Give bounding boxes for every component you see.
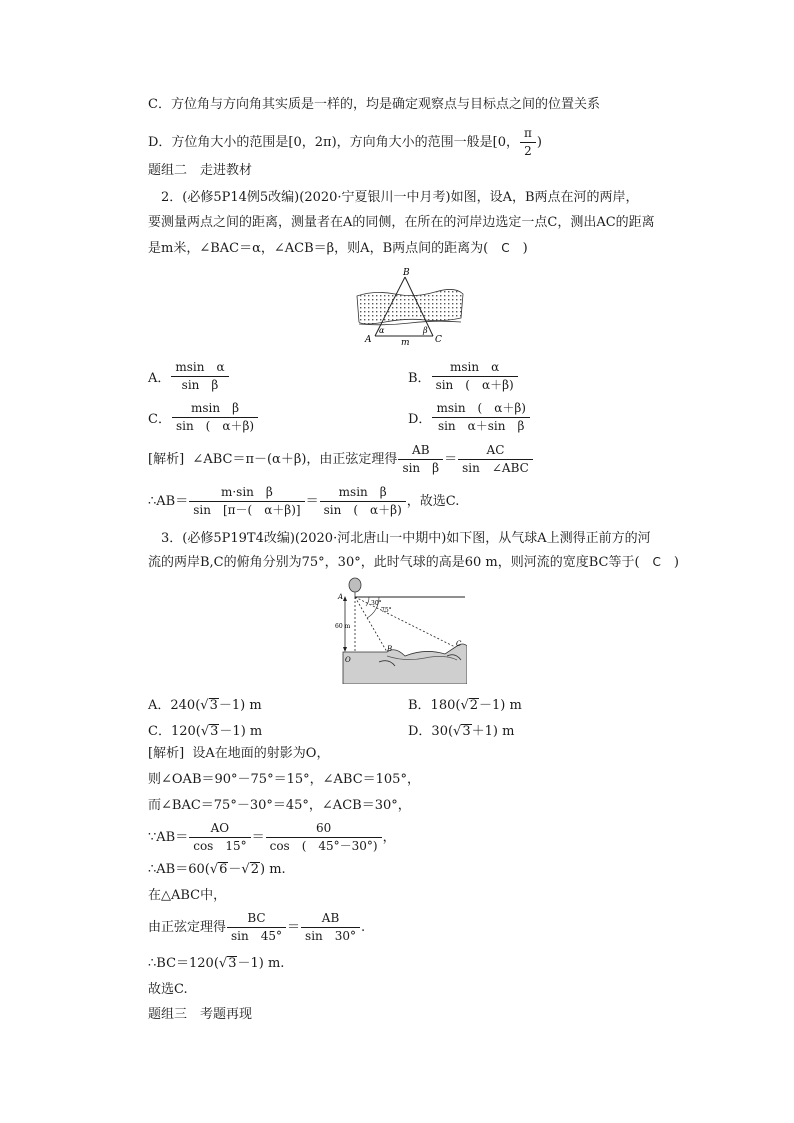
frac-den: sin β [181,378,219,392]
q2-line1: 2．(必修5P14例5改编)(2020·宁夏银川一中月考)如图，设A，B两点在河的两岸， [161,190,639,205]
q3-solution-line2: 则∠OAB＝90°－75°＝15°，∠ABC＝105°， [148,772,420,787]
label-75: 75° [381,607,392,614]
frac-den: sin ( α＋β) [323,503,402,517]
solution-text: ∵AB＝ [148,830,189,845]
option-rest: －1) m [218,698,262,713]
radicand: 6 [219,862,228,877]
frac-num: msin α [432,360,518,377]
q3-solution-line5: ∴AB＝60(√6－√2) m. [148,862,286,877]
pi-over-2 [520,126,536,159]
frac-num: AO [189,821,250,838]
balloon-icon [349,578,361,592]
option-label: B． [408,371,431,386]
fraction-2 [320,485,406,518]
label-height: 60 m [335,623,351,630]
q3-solution-line1 [148,745,329,763]
radicand: 3 [462,724,471,739]
q2-line2: 要测量两点之间的距离，测量者在A的同侧，在所在的河岸边选定一点C，测出AC的距离 [148,215,655,230]
solution-text: ∠ABC＝π－(α＋β)，由正弦定理得 [192,452,398,467]
label-b: B [403,268,410,278]
q1-option-d [148,126,542,159]
solution-text: 设A在地面的射影为O， [192,746,330,761]
q3-solution-line4: ∵AB＝ $\frac{AO}{\cos 15^\circ}$ ＝ $\frac{60}{\cos ( 45^\circ-30^\circ)}$ ， [148,821,396,853]
q2-line3 [148,239,528,258]
frac-den: sin α＋sin β [437,419,525,433]
option-fraction [172,401,258,434]
option-label: A． [148,371,171,386]
solution-comma: ， [382,830,396,845]
q2-stem-end: 是m米，∠BAC＝α，∠ACB＝β，则A，B两点间的距离为( [148,241,502,256]
frac-den: sin ( α＋β) [435,378,514,392]
frac-num: msin ( α＋β) [432,401,530,418]
label-alpha: α [379,326,385,335]
radicand: 2 [250,862,259,877]
q2-option-a [148,360,230,393]
option-label: B．180( [408,698,461,713]
frac-num: BC [227,911,286,928]
option-label: C． [148,412,171,427]
ground-area [343,644,467,684]
q3-option-a: A．240(√3－1) m [148,698,262,713]
q2-solution-line1 [148,443,534,476]
arrow-up-icon [343,596,347,601]
frac-num: msin β [172,401,258,418]
frac-den: sin β [402,461,440,475]
q1-option-d-close: ) [536,135,542,150]
q2-option-b [408,360,519,393]
q3-stem-end: 流的两岸B,C的俯角分别为75°，30°，此时气球的高是60 m，则河流的宽度BC等于( [148,555,653,570]
q3-balloon-figure [335,576,467,684]
q3-option-c: C．120(√3－1) m [148,724,263,739]
label-30: 30° [371,600,382,607]
arrow-down-icon [343,647,347,652]
q3-answer: C [652,555,661,569]
solution-tail: ，故选C. [406,494,460,509]
q3-solution-line8: ∴BC＝120(√3－1) m. [148,956,285,971]
fraction-ac-sinabc [458,443,533,476]
label-c: C [456,640,462,648]
solution-text: ∴AB＝60( [148,862,210,877]
frac-den: sin ∠ABC [462,461,529,475]
frac-den: sin 45° [231,929,283,943]
option-fraction [171,360,228,393]
radicand: 2 [469,698,479,713]
fraction-60-cos [266,821,382,854]
q3-solution-line9: 故选C. [148,982,188,997]
group2-title: 题组二 走进教材 [148,163,253,178]
q2-paren: ) [509,241,528,256]
fraction-ab-sinb [398,443,443,476]
frac-num: AC [458,443,533,460]
option-label: D．30( [408,724,454,739]
label-b: B [387,645,393,653]
fraction-bc-sin45 [227,911,286,944]
river-area [357,289,463,324]
label-o: O [345,656,351,664]
frac-den: cos ( 45°－30°) [269,839,378,853]
q2-option-d [408,401,531,434]
frac-den: sin [π－( α＋β)] [193,503,301,517]
radicand: 3 [209,698,218,713]
frac-num: m·sin β [189,485,304,502]
q3-option-d: D．30(√3＋1) m [408,724,515,739]
fraction-ab-sin30 [301,911,360,944]
solution-tag: [解析] [148,452,185,467]
q3-line2 [148,553,679,572]
solution-tag: [解析] [148,746,185,761]
frac-den: sin 30° [305,929,357,943]
fraction-1 [189,485,304,518]
minus: － [228,862,242,877]
q2-answer: C [501,241,510,255]
frac-num: msin β [320,485,406,502]
angle-30-arc [366,597,369,606]
radicand: 3 [210,724,219,739]
frac-den: 2 [524,144,532,158]
fraction-ao-cos15 [189,821,250,854]
q2-solution-line2 [148,485,459,518]
label-beta: β [423,326,428,335]
frac-num: msin α [171,360,228,377]
frac-den: sin ( α＋β) [175,419,255,433]
frac-num: π [520,126,536,143]
option-label: A．240( [148,698,201,713]
solution-period: . [361,920,366,935]
frac-den: cos 15° [193,839,247,853]
solution-text: ∴AB＝ [148,494,189,509]
q3-solution-line7: 由正弦定理得 $\frac{BC}{\sin 45^\circ}$ ＝ $\frac{AB}{\sin 30^\circ}$ . [148,911,366,943]
frac-num: AB [301,911,360,928]
option-fraction [432,401,530,434]
q1-option-c: C．方位角与方向角其实质是一样的，均是确定观察点与目标点之间的位置关系 [148,97,600,112]
option-label: C．120( [148,724,201,739]
q3-solution-line6: 在△ABC中， [148,888,227,903]
group3-title: 题组三 考题再现 [148,1007,253,1022]
label-a: A [338,593,344,601]
radicand: 3 [228,956,237,971]
solution-text: 由正弦定理得 [148,920,227,935]
option-label: D． [408,412,432,427]
frac-num: AB [398,443,443,460]
option-fraction [432,360,518,393]
frac-num: 60 [266,821,382,838]
q2-river-figure [355,266,465,348]
q3-solution-line3: 而∠BAC＝75°－30°＝45°，∠ACB＝30°， [148,798,411,813]
solution-text: －1) m. [237,956,285,971]
q3-line1: 3．(必修5P19T4改编)(2020·河北唐山一中期中)如下图，从气球A上测得正前方的河 [161,531,651,546]
option-rest: －1) m [219,724,263,739]
solution-text: ) m. [260,862,286,877]
option-rest: －1) m [479,698,522,713]
q2-option-c [148,401,259,434]
label-c: C [435,335,442,345]
equals: ＝ [444,452,458,467]
equals: ＝ [305,494,319,509]
q3-option-b: B．180(√2－1) m [408,698,522,713]
option-rest: ＋1) m [471,724,515,739]
label-m: m [401,338,410,348]
label-a: A [365,335,372,345]
q3-paren: ) [660,555,679,570]
q1-option-d-text: D．方位角大小的范围是[0，2π)，方向角大小的范围一般是[0， [148,135,519,150]
solution-text: ∴BC＝120( [148,956,219,971]
